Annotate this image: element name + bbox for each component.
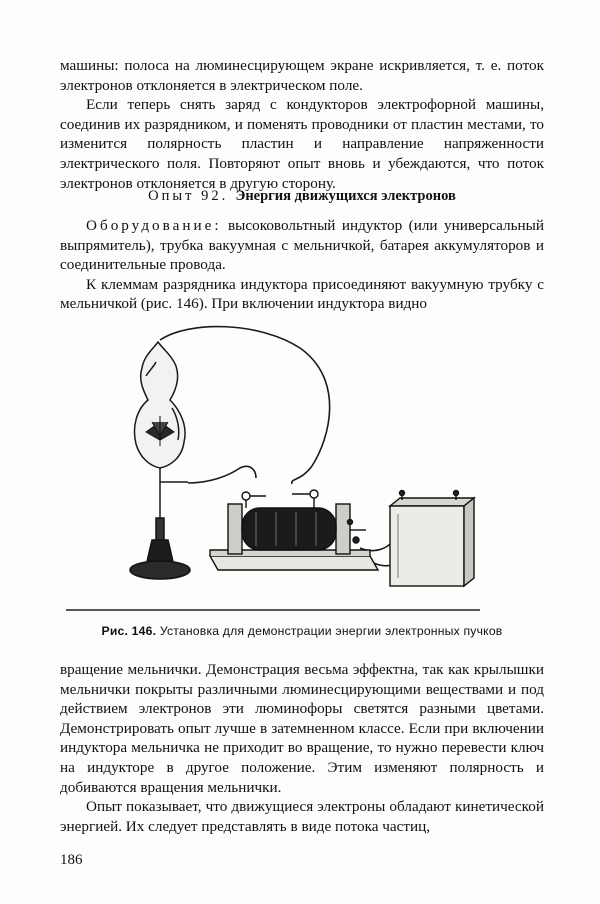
equipment-block	[60, 216, 544, 314]
figure-146-apparatus	[60, 318, 544, 618]
experiment-number: Опыт 92.	[148, 188, 229, 204]
wire-tube-top	[160, 327, 330, 484]
paragraph-setup: К клеммам разрядника индуктора присоединяют вакуумную трубку с мельничкой (рис. 146). При включении индуктора видно	[60, 275, 544, 313]
page-number: 186	[60, 852, 83, 868]
battery	[390, 491, 474, 587]
paragraph-rotation: вращение мельнички. Демонстрация весьма эффектна, так как крылышки мельнички покрыты различными люминесцирующими веществами и под действием электронов эти люминофоры светятся разными цветами. Демонстрировать опыт лучше в затемненном классе. Если при включении индуктора мельничка не приходит во вращение, то нужно перевести ключ на индукторе в другое положение. Этим изменяют полярность и добиваются вращения мельнички.	[60, 661, 544, 796]
bottom-text-block	[60, 660, 544, 836]
caption-number: Рис. 146.	[101, 624, 157, 638]
equipment-label: Оборудование:	[86, 217, 222, 234]
top-text-block	[60, 56, 544, 193]
paragraph-polarity: Если теперь снять заряд с кондукторов электрофорной машины, соединив их разрядником, и поменять проводники от пластин местами, то изменится полярность пластин и направление напряженности электрического поля. Повторяют опыт вновь и убеждаются, что поток электронов отклоняется в другую сторону.	[60, 96, 544, 192]
induction-coil	[210, 490, 378, 570]
figure-caption	[60, 624, 544, 638]
tube-stand	[130, 518, 190, 579]
experiment-title: Энергия движущихся электронов	[235, 188, 456, 204]
caption-text: Установка для демонстрации энергии электронных пучков	[159, 624, 503, 638]
equipment-text: высоковольтный индуктор (или универсальный выпрямитель), трубка вакуумная с мельничкой, батарея аккумуляторов и соединительные провода.	[60, 217, 545, 274]
paragraph-conclusion: Опыт показывает, что движущиеся электроны обладают кинетической энергией. Их следует представлять в виде потока частиц,	[60, 798, 544, 835]
wire-tube-side	[188, 466, 256, 483]
experiment-heading	[60, 188, 544, 205]
paragraph-continuation: машины: полоса на люминесцирующем экране искривляется, т. е. поток электронов отклоняется в электрическом поле.	[60, 57, 544, 94]
equipment-paragraph	[60, 216, 544, 275]
